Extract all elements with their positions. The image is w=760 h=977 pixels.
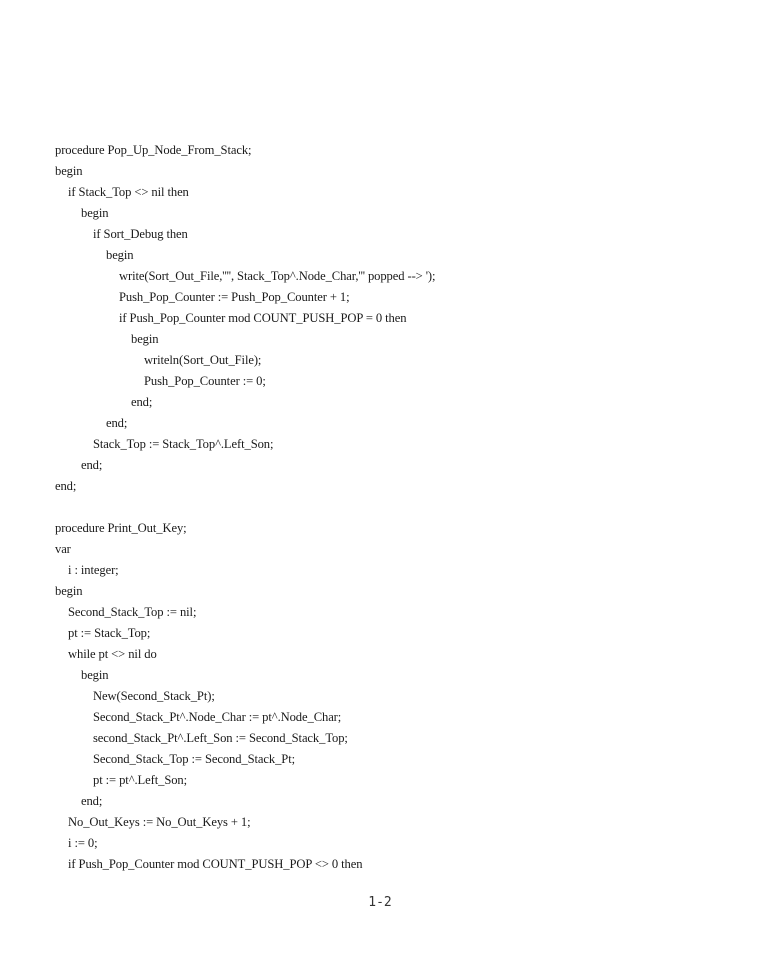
code-line: second_Stack_Pt^.Left_Son := Second_Stack_Top; <box>93 731 348 745</box>
code-line: end; <box>81 458 103 472</box>
code-line: begin <box>55 164 83 178</box>
code-line: if Push_Pop_Counter mod COUNT_PUSH_POP = 0 then <box>119 311 407 325</box>
code-line: end; <box>131 395 153 409</box>
code-line: if Push_Pop_Counter mod COUNT_PUSH_POP <> 0 then <box>68 857 363 871</box>
blank-line <box>55 497 435 518</box>
code-line: Push_Pop_Counter := Push_Pop_Counter + 1; <box>119 290 350 304</box>
code-line: end; <box>81 794 103 808</box>
code-line: writeln(Sort_Out_File); <box>144 353 262 367</box>
page-number: 1-2 <box>368 895 392 910</box>
code-line: Second_Stack_Top := Second_Stack_Pt; <box>93 752 296 766</box>
code-line: Second_Stack_Top := nil; <box>68 605 197 619</box>
code-line: begin <box>81 668 109 682</box>
code-line: begin <box>81 206 109 220</box>
code-line: procedure Pop_Up_Node_From_Stack; <box>55 143 252 157</box>
code-line: Push_Pop_Counter := 0; <box>144 374 266 388</box>
code-line: write(Sort_Out_File,'''', Stack_Top^.Node_Char,''' popped --> '); <box>119 269 436 283</box>
code-line: New(Second_Stack_Pt); <box>93 689 215 703</box>
code-line: No_Out_Keys := No_Out_Keys + 1; <box>68 815 251 829</box>
code-line: pt := Stack_Top; <box>68 626 151 640</box>
code-line: if Stack_Top <> nil then <box>68 185 189 199</box>
code-line: begin <box>131 332 159 346</box>
code-line: begin <box>106 248 134 262</box>
code-line: end; <box>106 416 128 430</box>
code-line: pt := pt^.Left_Son; <box>93 773 188 787</box>
code-line: i := 0; <box>68 836 98 850</box>
code-line: begin <box>55 584 83 598</box>
code-listing <box>55 140 435 875</box>
code-line: while pt <> nil do <box>68 647 157 661</box>
code-line: procedure Print_Out_Key; <box>55 521 187 535</box>
code-line: var <box>55 542 71 556</box>
code-line: end; <box>55 479 77 493</box>
code-line: Second_Stack_Pt^.Node_Char := pt^.Node_Char; <box>93 710 342 724</box>
code-line: if Sort_Debug then <box>93 227 188 241</box>
code-line: Stack_Top := Stack_Top^.Left_Son; <box>93 437 274 451</box>
code-line: i : integer; <box>68 563 119 577</box>
